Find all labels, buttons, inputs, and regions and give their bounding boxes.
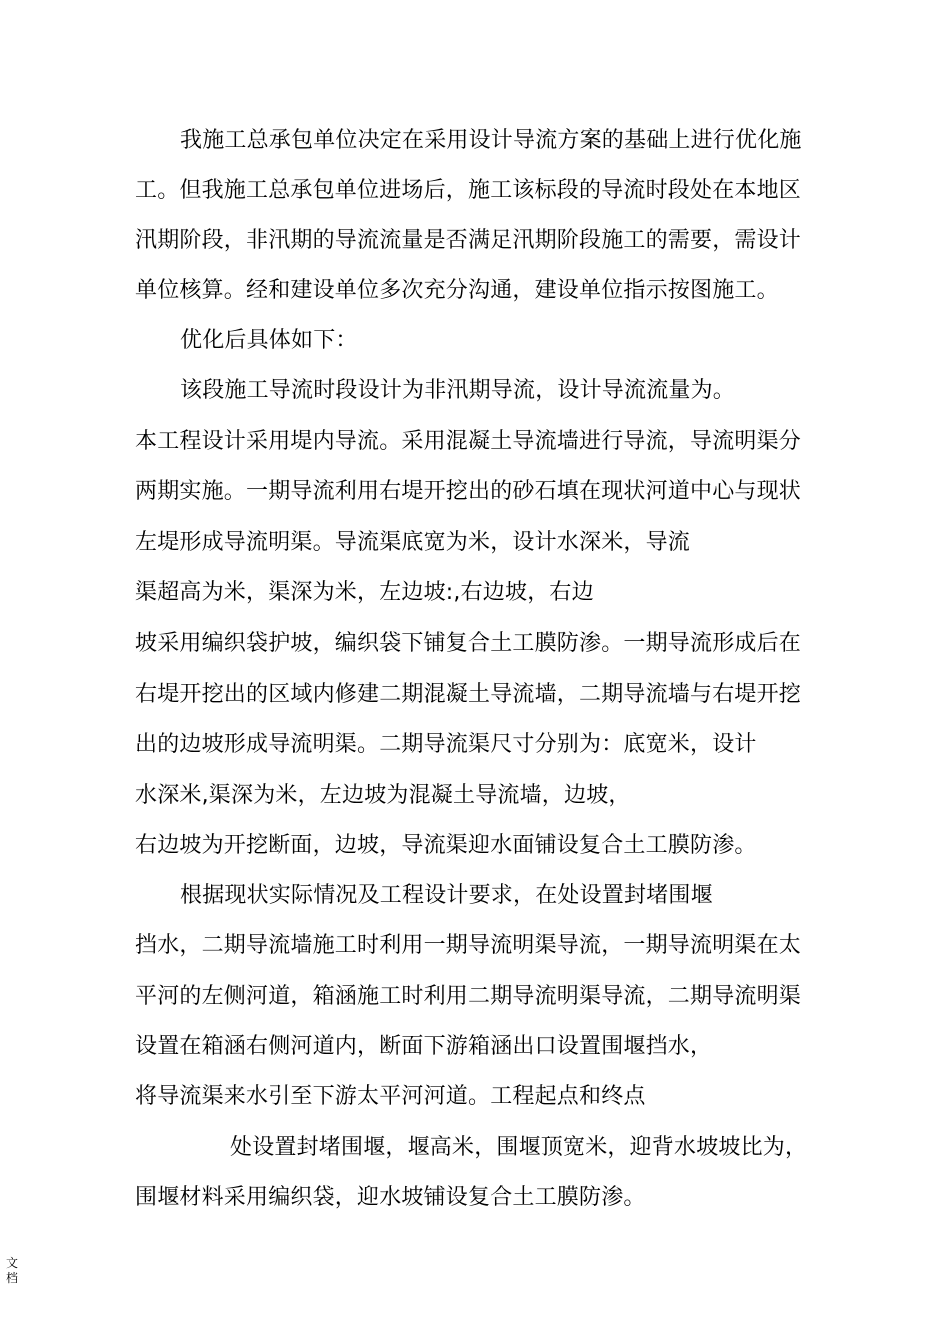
paragraph-line: 水深米,渠深为米，左边坡为混凝土导流墙，边坡， bbox=[135, 783, 631, 808]
paragraph-line: 单位核算。经和建设单位多次充分沟通，建设单位指示按图施工。 bbox=[135, 278, 779, 303]
paragraph-line: 工。但我施工总承包单位进场后，施工该标段的导流时段处在本地区 bbox=[135, 178, 802, 203]
paragraph-line: 我施工总承包单位决定在采用设计导流方案的基础上进行优化施 bbox=[180, 128, 802, 153]
paragraph-line: 渠超高为米，渠深为米，左边坡:,右边坡，右边 bbox=[135, 580, 594, 605]
paragraph-line: 左堤形成导流明渠。导流渠底宽为米，设计水深米，导流 bbox=[135, 530, 691, 555]
paragraph-line: 处设置封堵围堰，堰高米，围堰顶宽米，迎背水坡坡比为， bbox=[230, 1135, 808, 1160]
paragraph-line: 出的边坡形成导流明渠。二期导流渠尺寸分别为：底宽米，设计 bbox=[135, 732, 757, 757]
paragraph-line: 挡水，二期导流墙施工时利用一期导流明渠导流，一期导流明渠在太 bbox=[135, 933, 802, 958]
paragraph-line: 设置在箱涵右侧河道内，断面下游箱涵出口设置围堰挡水， bbox=[135, 1034, 713, 1059]
paragraph-line: 两期实施。一期导流利用右堤开挖出的砂石填在现状河道中心与现状 bbox=[135, 479, 802, 504]
paragraph-line: 右边坡为开挖断面，边坡，导流渠迎水面铺设复合土工膜防渗。 bbox=[135, 833, 757, 858]
paragraph-line: 围堰材料采用编织袋，迎水坡铺设复合土工膜防渗。 bbox=[135, 1185, 646, 1210]
paragraph-line: 平河的左侧河道，箱涵施工时利用二期导流明渠导流，二期导流明渠 bbox=[135, 984, 802, 1009]
paragraph-line: 右堤开挖出的区域内修建二期混凝土导流墙，二期导流墙与右堤开挖 bbox=[135, 682, 802, 707]
paragraph-line: 坡采用编织袋护坡，编织袋下铺复合土工膜防渗。一期导流形成后在 bbox=[135, 631, 802, 656]
paragraph-line: 优化后具体如下： bbox=[180, 328, 358, 353]
footer-label: 文档 bbox=[6, 1256, 19, 1285]
paragraph-line: 根据现状实际情况及工程设计要求，在处设置封堵围堰 bbox=[180, 883, 713, 908]
paragraph-line: 将导流渠来水引至下游太平河河道。工程起点和终点 bbox=[135, 1084, 646, 1109]
paragraph-line: 本工程设计采用堤内导流。采用混凝土导流墙进行导流，导流明渠分 bbox=[135, 429, 802, 454]
paragraph-line: 该段施工导流时段设计为非汛期导流，设计导流流量为。 bbox=[180, 378, 736, 403]
paragraph-line: 汛期阶段，非汛期的导流流量是否满足汛期阶段施工的需要，需设计 bbox=[135, 228, 802, 253]
